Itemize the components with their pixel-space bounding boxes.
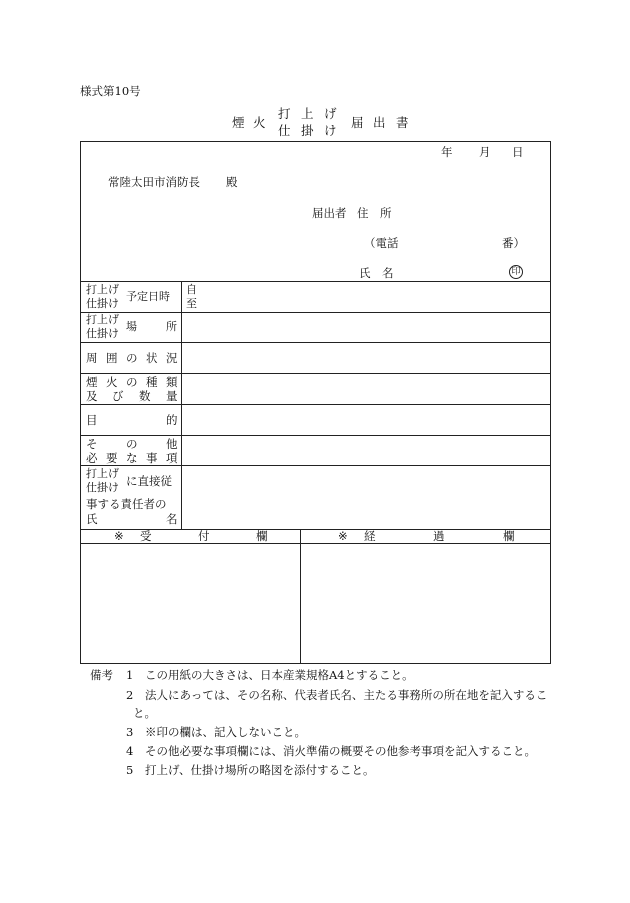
title-char: 仕	[278, 123, 291, 138]
row-divider	[81, 373, 550, 374]
other-label-char: 必	[86, 451, 98, 465]
fireworks-label-char: 数	[139, 389, 151, 403]
surroundings-label-char: 周	[86, 351, 98, 365]
form-number: 様式第10号	[80, 84, 141, 98]
title-char: 書	[396, 115, 409, 130]
row-divider	[81, 281, 550, 282]
note-number: 3	[126, 725, 134, 739]
title-char: 掛	[301, 123, 314, 138]
reception-label-char: 付	[198, 529, 210, 543]
place-label-char: 場	[126, 320, 137, 333]
schedule-label-bottom: 仕掛け	[86, 297, 119, 310]
note-text: この用紙の大きさは、日本産業規格A4とすること。	[145, 668, 414, 682]
other-label-char: 事	[146, 451, 158, 465]
responsible-label-char: 氏	[86, 512, 98, 526]
note-text-continued: と。	[133, 706, 156, 720]
place-label-char: 所	[166, 320, 177, 333]
date-month: 月	[479, 145, 491, 159]
form-frame	[80, 141, 551, 664]
reception-mark: ※	[114, 529, 124, 543]
title-char: 火	[253, 115, 266, 130]
title-char: 上	[301, 106, 314, 121]
row-divider	[81, 312, 550, 313]
applicant-label: 届出者	[312, 206, 347, 220]
title-char: 煙	[232, 115, 245, 130]
responsible-label-top: 打上げ	[86, 467, 119, 480]
progress-label-char: 経	[364, 529, 376, 543]
fireworks-label-char: 及	[86, 389, 98, 403]
other-label-char: 項	[166, 451, 178, 465]
place-label-bottom: 仕掛け	[86, 327, 119, 340]
address-label: 住 所	[357, 206, 392, 220]
fireworks-label-char: 煙	[86, 375, 98, 389]
row-divider	[81, 404, 550, 405]
fireworks-label-char: 火	[106, 375, 118, 389]
note-number: 5	[126, 763, 134, 777]
other-label-char: の	[126, 437, 138, 451]
other-label-char: 要	[106, 451, 118, 465]
schedule-from: 自	[186, 283, 197, 296]
note-text: ※印の欄は、記入しないこと。	[145, 725, 306, 739]
surroundings-label-char: 状	[146, 351, 158, 365]
note-number: 2	[126, 688, 134, 702]
fireworks-label-char: の	[126, 375, 138, 389]
other-label-char: 他	[166, 437, 178, 451]
responsible-label-line3: 事する責任者の	[86, 497, 167, 511]
addressee: 常陸太田市消防長	[108, 175, 200, 189]
responsible-label-side: に直接従	[126, 474, 172, 488]
other-label-char: な	[126, 451, 138, 465]
note-number: 1	[126, 668, 134, 682]
name-label: 氏 名	[359, 266, 394, 280]
fireworks-label-char: 種	[146, 375, 158, 389]
schedule-to: 至	[186, 297, 197, 310]
note-text: 法人にあっては、その名称、代表者氏名、主たる事務所の所在地を記入するこ	[145, 688, 548, 702]
progress-label-char: 過	[433, 529, 445, 543]
schedule-label-top: 打上げ	[86, 283, 119, 296]
purpose-label-char: 目	[86, 413, 98, 427]
title-char: 打	[278, 106, 291, 121]
note-text: その他必要な事項欄には、消火準備の概要その他参考事項を記入すること。	[145, 744, 536, 758]
title-char: 出	[373, 115, 386, 130]
note-text: 打上げ、仕掛け場所の略図を添付すること。	[145, 763, 375, 777]
row-divider	[81, 543, 550, 544]
purpose-label-char: 的	[166, 413, 178, 427]
place-label-top: 打上げ	[86, 313, 119, 326]
title-char: け	[324, 123, 337, 138]
surroundings-label-char: 況	[166, 351, 178, 365]
responsible-label-char: 名	[166, 512, 178, 526]
honorific: 殿	[226, 175, 238, 189]
phone-open: （電話	[364, 236, 399, 250]
other-label-char: そ	[86, 437, 98, 451]
date-year: 年	[441, 145, 453, 159]
responsible-label-bottom: 仕掛け	[86, 481, 119, 494]
progress-mark: ※	[338, 529, 348, 543]
note-number: 4	[126, 744, 134, 758]
reception-label-char: 受	[140, 529, 152, 543]
schedule-label-side: 予定日時	[126, 290, 170, 303]
notes-label: 備考	[90, 668, 113, 682]
fireworks-label-char: び	[112, 389, 124, 403]
phone-close: 番）	[502, 236, 525, 250]
seal-mark: 印	[509, 265, 523, 279]
row-divider	[81, 435, 550, 436]
document-title	[0, 104, 630, 140]
fireworks-label-char: 量	[166, 389, 178, 403]
surroundings-label-char: 囲	[106, 351, 118, 365]
column-divider	[300, 529, 301, 663]
reception-label-char: 欄	[256, 529, 268, 543]
title-char: げ	[324, 106, 337, 121]
fireworks-label-char: 類	[166, 375, 178, 389]
column-divider	[181, 281, 182, 529]
row-divider	[81, 465, 550, 466]
date-day: 日	[512, 145, 524, 159]
row-divider	[81, 342, 550, 343]
progress-label-char: 欄	[503, 529, 515, 543]
surroundings-label-char: の	[126, 351, 138, 365]
title-char: 届	[351, 115, 364, 130]
